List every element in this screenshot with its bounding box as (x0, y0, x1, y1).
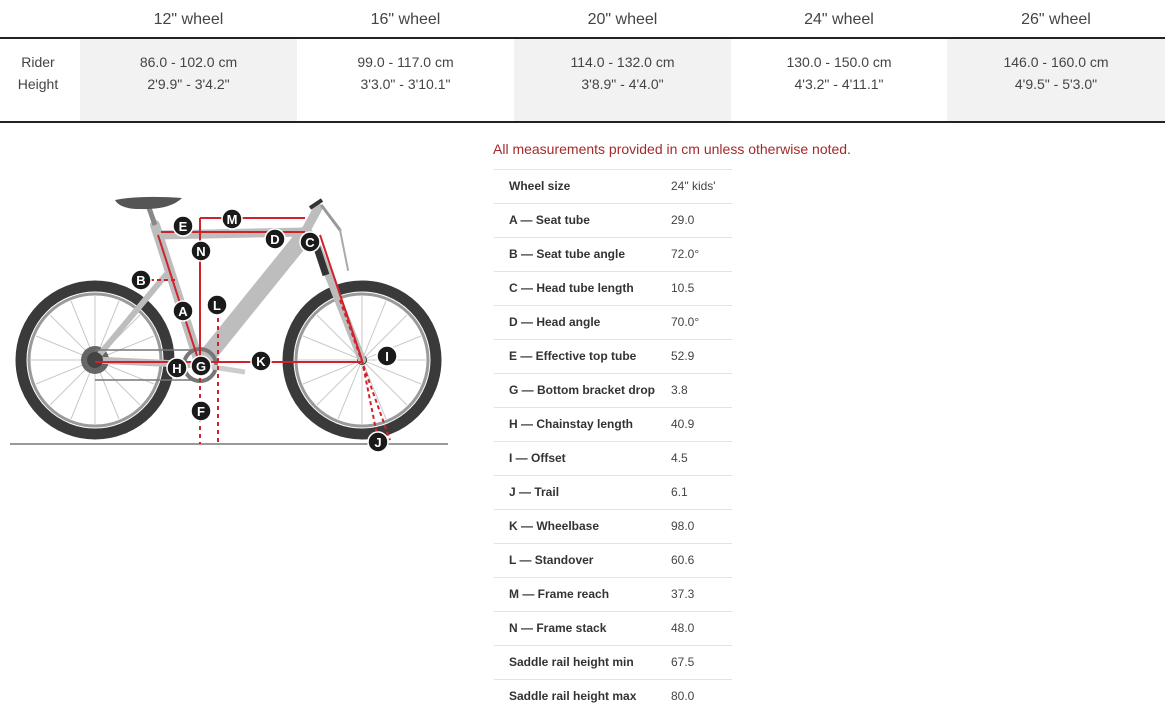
geometry-row (494, 373, 732, 407)
geometry-row (494, 509, 732, 543)
geometry-row (494, 679, 732, 713)
geometry-value: 60.6 (671, 553, 695, 567)
geometry-value: 4.5 (671, 451, 688, 465)
marker-i-icon (377, 346, 397, 366)
svg-text:F: F (197, 404, 205, 419)
svg-text:M: M (226, 212, 238, 227)
rider-height-cm: 99.0 - 117.0 cm (357, 54, 454, 70)
rider-height-cm: 114.0 - 132.0 cm (570, 54, 675, 70)
rider-height-cell-20 (514, 39, 731, 121)
rider-height-cm: 86.0 - 102.0 cm (139, 54, 238, 70)
geometry-label: M — Frame reach (509, 587, 610, 601)
geometry-label: H — Chainstay length (509, 417, 634, 431)
rider-height-imperial: 4'9.5" - 5'3.0" (1014, 76, 1098, 92)
rider-height-cm: 146.0 - 160.0 cm (1003, 54, 1109, 70)
geometry-label: B — Seat tube angle (509, 247, 626, 261)
svg-text:H: H (172, 361, 182, 376)
geometry-row (494, 271, 732, 305)
geometry-label: K — Wheelbase (509, 519, 600, 533)
svg-text:K: K (256, 354, 266, 369)
column-header-12: 12" wheel (153, 11, 224, 28)
geometry-label: Saddle rail height min (509, 655, 634, 669)
marker-b-icon (131, 270, 151, 290)
column-header-24: 24" wheel (804, 11, 874, 28)
geometry-value: 72.0° (671, 247, 700, 261)
marker-a-icon (173, 301, 193, 321)
measurement-note: All measurements provided in cm unless otherwise noted. (493, 141, 851, 157)
geometry-label: N — Frame stack (509, 621, 607, 635)
svg-text:N: N (196, 244, 206, 259)
rider-height-cell-24 (731, 39, 947, 121)
geometry-value: 6.1 (671, 485, 688, 499)
marker-k-icon (251, 351, 271, 371)
geometry-value: 70.0° (671, 315, 700, 329)
rider-height-cell-12 (80, 39, 297, 121)
saddle (115, 197, 182, 209)
svg-text:L: L (213, 298, 221, 313)
svg-text:J: J (374, 435, 382, 450)
geometry-value: 80.0 (671, 689, 695, 703)
svg-text:D: D (270, 232, 280, 247)
svg-text:A: A (178, 304, 188, 319)
size-header-row (0, 0, 1165, 37)
geometry-label: Saddle rail height max (509, 689, 637, 703)
geometry-label: D — Head angle (509, 315, 601, 329)
geometry-row (494, 407, 732, 441)
geometry-value: 24" kids' (671, 179, 716, 193)
marker-n-icon (191, 241, 211, 261)
svg-text:C: C (305, 235, 315, 250)
column-header-26: 26" wheel (1021, 11, 1091, 28)
geometry-value: 67.5 (671, 655, 695, 669)
geometry-value: 37.3 (671, 587, 695, 601)
rider-height-cell-26 (947, 39, 1165, 121)
marker-m-icon (222, 209, 242, 229)
geometry-label: G — Bottom bracket drop (509, 383, 656, 397)
geometry-table (494, 169, 732, 713)
marker-g-icon (191, 356, 211, 376)
geometry-label: Wheel size (509, 179, 571, 193)
rider-height-cell-16 (297, 39, 514, 121)
geometry-row (494, 475, 732, 509)
geometry-label: I — Offset (509, 451, 566, 465)
rider-height-imperial: 3'8.9" - 4'4.0" (581, 76, 664, 92)
bike-geometry-diagram (0, 170, 460, 470)
rider-height-imperial: 2'9.9" - 3'4.2" (147, 76, 230, 92)
marker-d-icon (265, 229, 285, 249)
svg-text:G: G (195, 359, 207, 374)
geometry-row (494, 237, 732, 271)
rider-height-label (0, 39, 76, 95)
table-bottom-rule (0, 121, 1165, 123)
geometry-row (494, 543, 732, 577)
geometry-label: J — Trail (509, 485, 560, 499)
marker-e-icon (173, 216, 193, 236)
rider-height-imperial: 4'3.2" - 4'11.1" (794, 76, 884, 92)
geometry-value: 29.0 (671, 213, 695, 227)
geometry-row (494, 645, 732, 679)
geometry-label: L — Standover (509, 553, 594, 567)
geometry-value: 3.8 (671, 383, 688, 397)
svg-text:I: I (385, 349, 389, 364)
geometry-value: 10.5 (671, 281, 695, 295)
geometry-label: C — Head tube length (509, 281, 634, 295)
geometry-label: A — Seat tube (509, 213, 590, 227)
marker-c-icon (300, 232, 320, 252)
column-header-20: 20" wheel (587, 11, 658, 28)
geometry-row (494, 203, 732, 237)
rider-label-line1: Rider (21, 54, 55, 70)
geometry-row (494, 611, 732, 645)
geometry-value: 52.9 (671, 349, 695, 363)
marker-j-icon (368, 432, 388, 452)
geometry-label: E — Effective top tube (509, 349, 637, 363)
rider-label-line2: Height (17, 76, 59, 92)
svg-text:B: B (136, 273, 146, 288)
geometry-row (494, 169, 732, 203)
rider-height-imperial: 3'3.0" - 3'10.1" (360, 76, 451, 92)
column-header-16: 16" wheel (370, 11, 441, 28)
marker-l-icon (207, 295, 227, 315)
svg-text:E: E (178, 219, 188, 234)
geometry-row (494, 305, 732, 339)
marker-f-icon (191, 401, 211, 421)
geometry-value: 98.0 (671, 519, 695, 533)
geometry-row (494, 577, 732, 611)
rider-height-cm: 130.0 - 150.0 cm (786, 54, 892, 70)
geometry-value: 48.0 (671, 621, 695, 635)
geometry-row (494, 339, 732, 373)
marker-h-icon (167, 358, 187, 378)
geometry-value: 40.9 (671, 417, 695, 431)
geometry-row (494, 441, 732, 475)
